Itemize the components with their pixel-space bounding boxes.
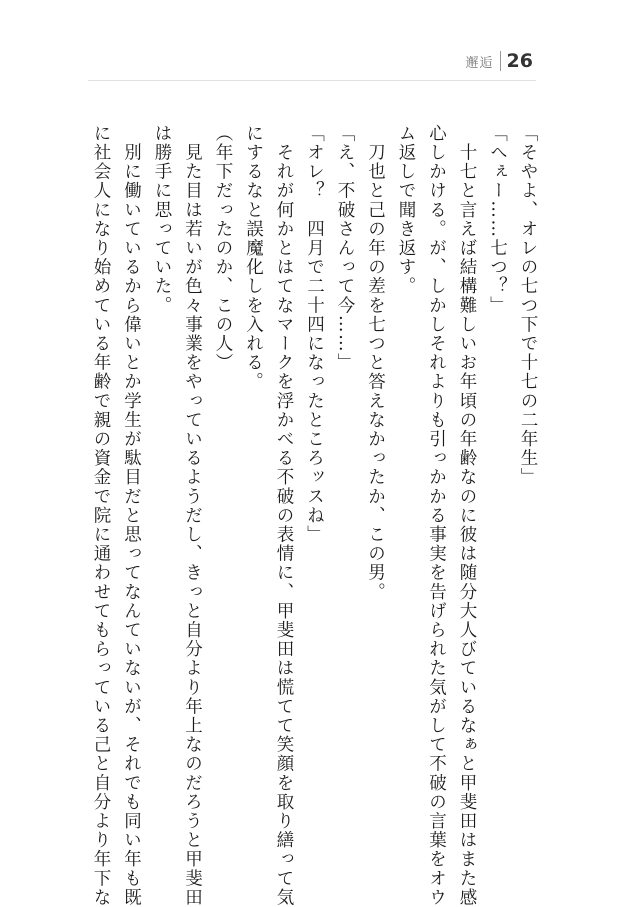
page-number: 26: [506, 50, 533, 72]
text-line: 「へぇー……七つ？」: [487, 124, 508, 315]
text-line: 「え、不破さんって今……」: [335, 124, 355, 373]
text-line: に社会人になり始めている年齢で親の資金で院に通わせてもらっている己と自分より年下な: [91, 124, 111, 907]
text-line: 別に働いているから偉いとか学生が駄目だと思ってなんていないが、それでも同い年も既: [121, 124, 142, 907]
text-line: にするなと誤魔化しを入れる。: [243, 124, 264, 392]
text-line: 刀也と己の年の差を七つと答えなかったか、この男。: [365, 124, 386, 602]
body-text: [91, 124, 543, 907]
text-line: は勝手に思っていた。: [152, 124, 172, 315]
text-line: 見た目は若いが色々事業をやっているようだし、きっと自分より年上なのだろうと甲斐田: [182, 124, 203, 907]
text-line: （年下だったのか、この人）: [213, 124, 233, 373]
text-line: 心しかける。が、しかしそれよりも引っかかる事実を告げられた気がして不破の言葉をオウ: [426, 124, 447, 907]
chapter-title: 邂逅: [465, 55, 494, 71]
page-header: [466, 50, 533, 72]
text-line: 「オレ？ 四月で二十四になったところッスね」: [304, 124, 325, 545]
text-line: 「そやよ、オレの七つ下で十七の二年生」: [518, 124, 538, 487]
text-line: ム返しで聞き返す。: [396, 124, 416, 296]
header-rule: [88, 80, 536, 81]
text-line: それが何かとはてなマークを浮かべる不破の表情に、甲斐田は慌てて笑顔を取り繕って気: [274, 124, 294, 907]
text-line: 十七と言えば結構難しいお年頃の年齢なのに彼は随分大人びているなぁと甲斐田はまた感: [457, 124, 477, 907]
header-divider: [500, 51, 501, 71]
